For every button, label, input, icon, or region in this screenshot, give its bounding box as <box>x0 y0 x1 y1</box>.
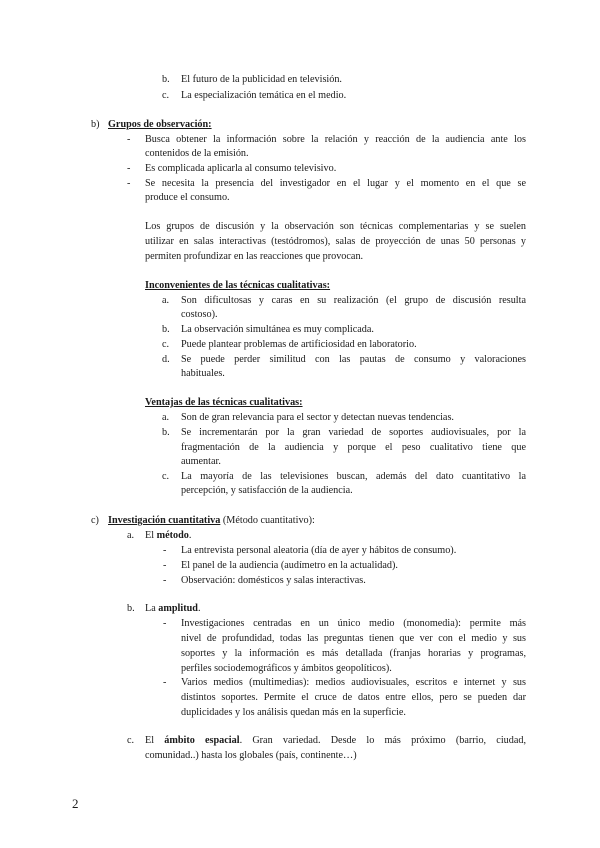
text-prefix: El <box>145 735 165 746</box>
list-line: Puede plantear problemas de artificiosidad en laboratorio. <box>181 339 417 350</box>
list-marker: b. <box>162 427 170 438</box>
bullet-line: duplicidades y los análisis quedan más en la superficie. <box>181 707 406 718</box>
list-marker: b. <box>162 74 170 85</box>
section-marker: b) <box>91 119 100 130</box>
list-heading <box>145 601 200 616</box>
list-marker: c. <box>162 339 170 350</box>
bullet-line: Se necesita la presencia del investigador en el lugar y el momento en el que se <box>145 178 526 189</box>
page-number: 2 <box>72 796 79 811</box>
list-heading <box>145 733 526 748</box>
bullet-line: perfiles sociodemográficos y ámbitos geopolíticos). <box>181 663 392 674</box>
bullet-line: nivel de profundidad, todas las preguntas tienen que ver con el medio y sus <box>181 633 526 644</box>
list-line: Son dificultosas y caras en su realización (el grupo de discusión resulta <box>181 295 526 306</box>
bold-term: método <box>156 530 189 541</box>
list-line: La mayoría de las televisiones buscan, además del dato cuantitativo la <box>181 471 526 482</box>
section-heading-suffix: (Método cuantitativo): <box>220 515 315 526</box>
bullet-line: La entrevista personal aleatoria (día de ayer y hábitos de consumo). <box>181 545 457 556</box>
list-marker: c. <box>127 735 135 746</box>
dash-marker: - <box>163 618 167 629</box>
dash-marker: - <box>163 545 167 556</box>
list-line: comunidad..) hasta los globales (país, continente…) <box>145 750 357 761</box>
list-line: Se incrementarán por la gran variedad de soportes audiovisuales, por la <box>181 427 526 438</box>
list-marker: c. <box>162 90 170 101</box>
section-heading-line <box>108 513 315 528</box>
dash-marker: - <box>163 560 167 571</box>
section-heading: Grupos de observación: <box>108 119 212 130</box>
dash-marker: - <box>127 163 131 174</box>
dash-marker: - <box>163 677 167 688</box>
list-item: La especialización temática en el medio. <box>181 90 347 101</box>
paragraph-line: utilizar en salas interactivas (testódromos), salas de proyección de unas 50 personas y <box>145 236 526 247</box>
list-line: Se puede perder similitud con las pautas de consumo y valoraciones <box>181 354 526 365</box>
text-suffix: . <box>197 603 201 614</box>
bullet-line: Investigaciones centradas en un único medio (monomedia): permite más <box>181 618 526 629</box>
bullet-line: produce el consumo. <box>145 192 230 203</box>
list-line: habituales. <box>181 368 225 379</box>
list-marker: a. <box>162 412 170 423</box>
list-marker: d. <box>162 354 170 365</box>
text-prefix: La <box>145 603 159 614</box>
bullet-line: Varios medios (multimedias): medios audiovisuales, escritos e internet y sus <box>181 677 526 688</box>
list-item: El futuro de la publicidad en televisión. <box>181 74 342 85</box>
text-rest: . Gran variedad. Desde lo más próximo (barrio, ciudad, <box>239 735 526 746</box>
list-line: Son de gran relevancia para el sector y detectan nuevas tendencias. <box>181 412 454 423</box>
paragraph-line: permiten profundizar en las reacciones que provocan. <box>145 251 364 262</box>
bold-term: amplitud <box>158 603 198 614</box>
list-line: La observación simultánea es muy complicada. <box>181 324 374 335</box>
bold-term: ámbito espacial <box>164 735 240 746</box>
list-marker: a. <box>127 530 135 541</box>
bullet-line: Es complicada aplicarla al consumo televisivo. <box>145 163 337 174</box>
bullet-line: Observación: domésticos y salas interactivas. <box>181 575 366 586</box>
text-prefix: El <box>145 530 157 541</box>
bullet-line: contenidos de la emisión. <box>145 148 249 159</box>
list-marker: a. <box>162 295 170 306</box>
section-heading: Investigación cuantitativa <box>108 515 221 526</box>
section-marker: c) <box>91 515 99 526</box>
dash-marker: - <box>163 575 167 586</box>
bullet-line: El panel de la audiencia (audímetro en la actualidad). <box>181 560 398 571</box>
text-suffix: . <box>188 530 192 541</box>
list-marker: b. <box>127 603 135 614</box>
dash-marker: - <box>127 178 131 189</box>
dash-marker: - <box>127 134 131 145</box>
list-line: costoso). <box>181 309 218 320</box>
list-marker: b. <box>162 324 170 335</box>
list-line: fragmentación de la audiencia y porque el peso cualitativo tiene que <box>181 442 526 453</box>
list-line: percepción, y satisfacción de la audiencia. <box>181 485 353 496</box>
paragraph-line: Los grupos de discusión y la observación son técnicas complementarias y se suelen <box>145 221 526 232</box>
bullet-line: Busca obtener la información sobre la relación y reacción de la audiencia ante los <box>145 134 526 145</box>
bullet-line: distintos soportes. Permite el cruce de datos entre ellos, pero se pueden dar <box>181 692 526 703</box>
list-heading <box>145 528 191 543</box>
subheading-inconvenientes: Inconvenientes de las técnicas cualitativas: <box>145 280 331 291</box>
bullet-line: soportes y la información es más detallada (franjas horarias y programas, <box>181 648 526 659</box>
list-marker: c. <box>162 471 170 482</box>
list-line: aumentar. <box>181 456 221 467</box>
subheading-ventajas: Ventajas de las técnicas cualitativas: <box>145 397 303 408</box>
